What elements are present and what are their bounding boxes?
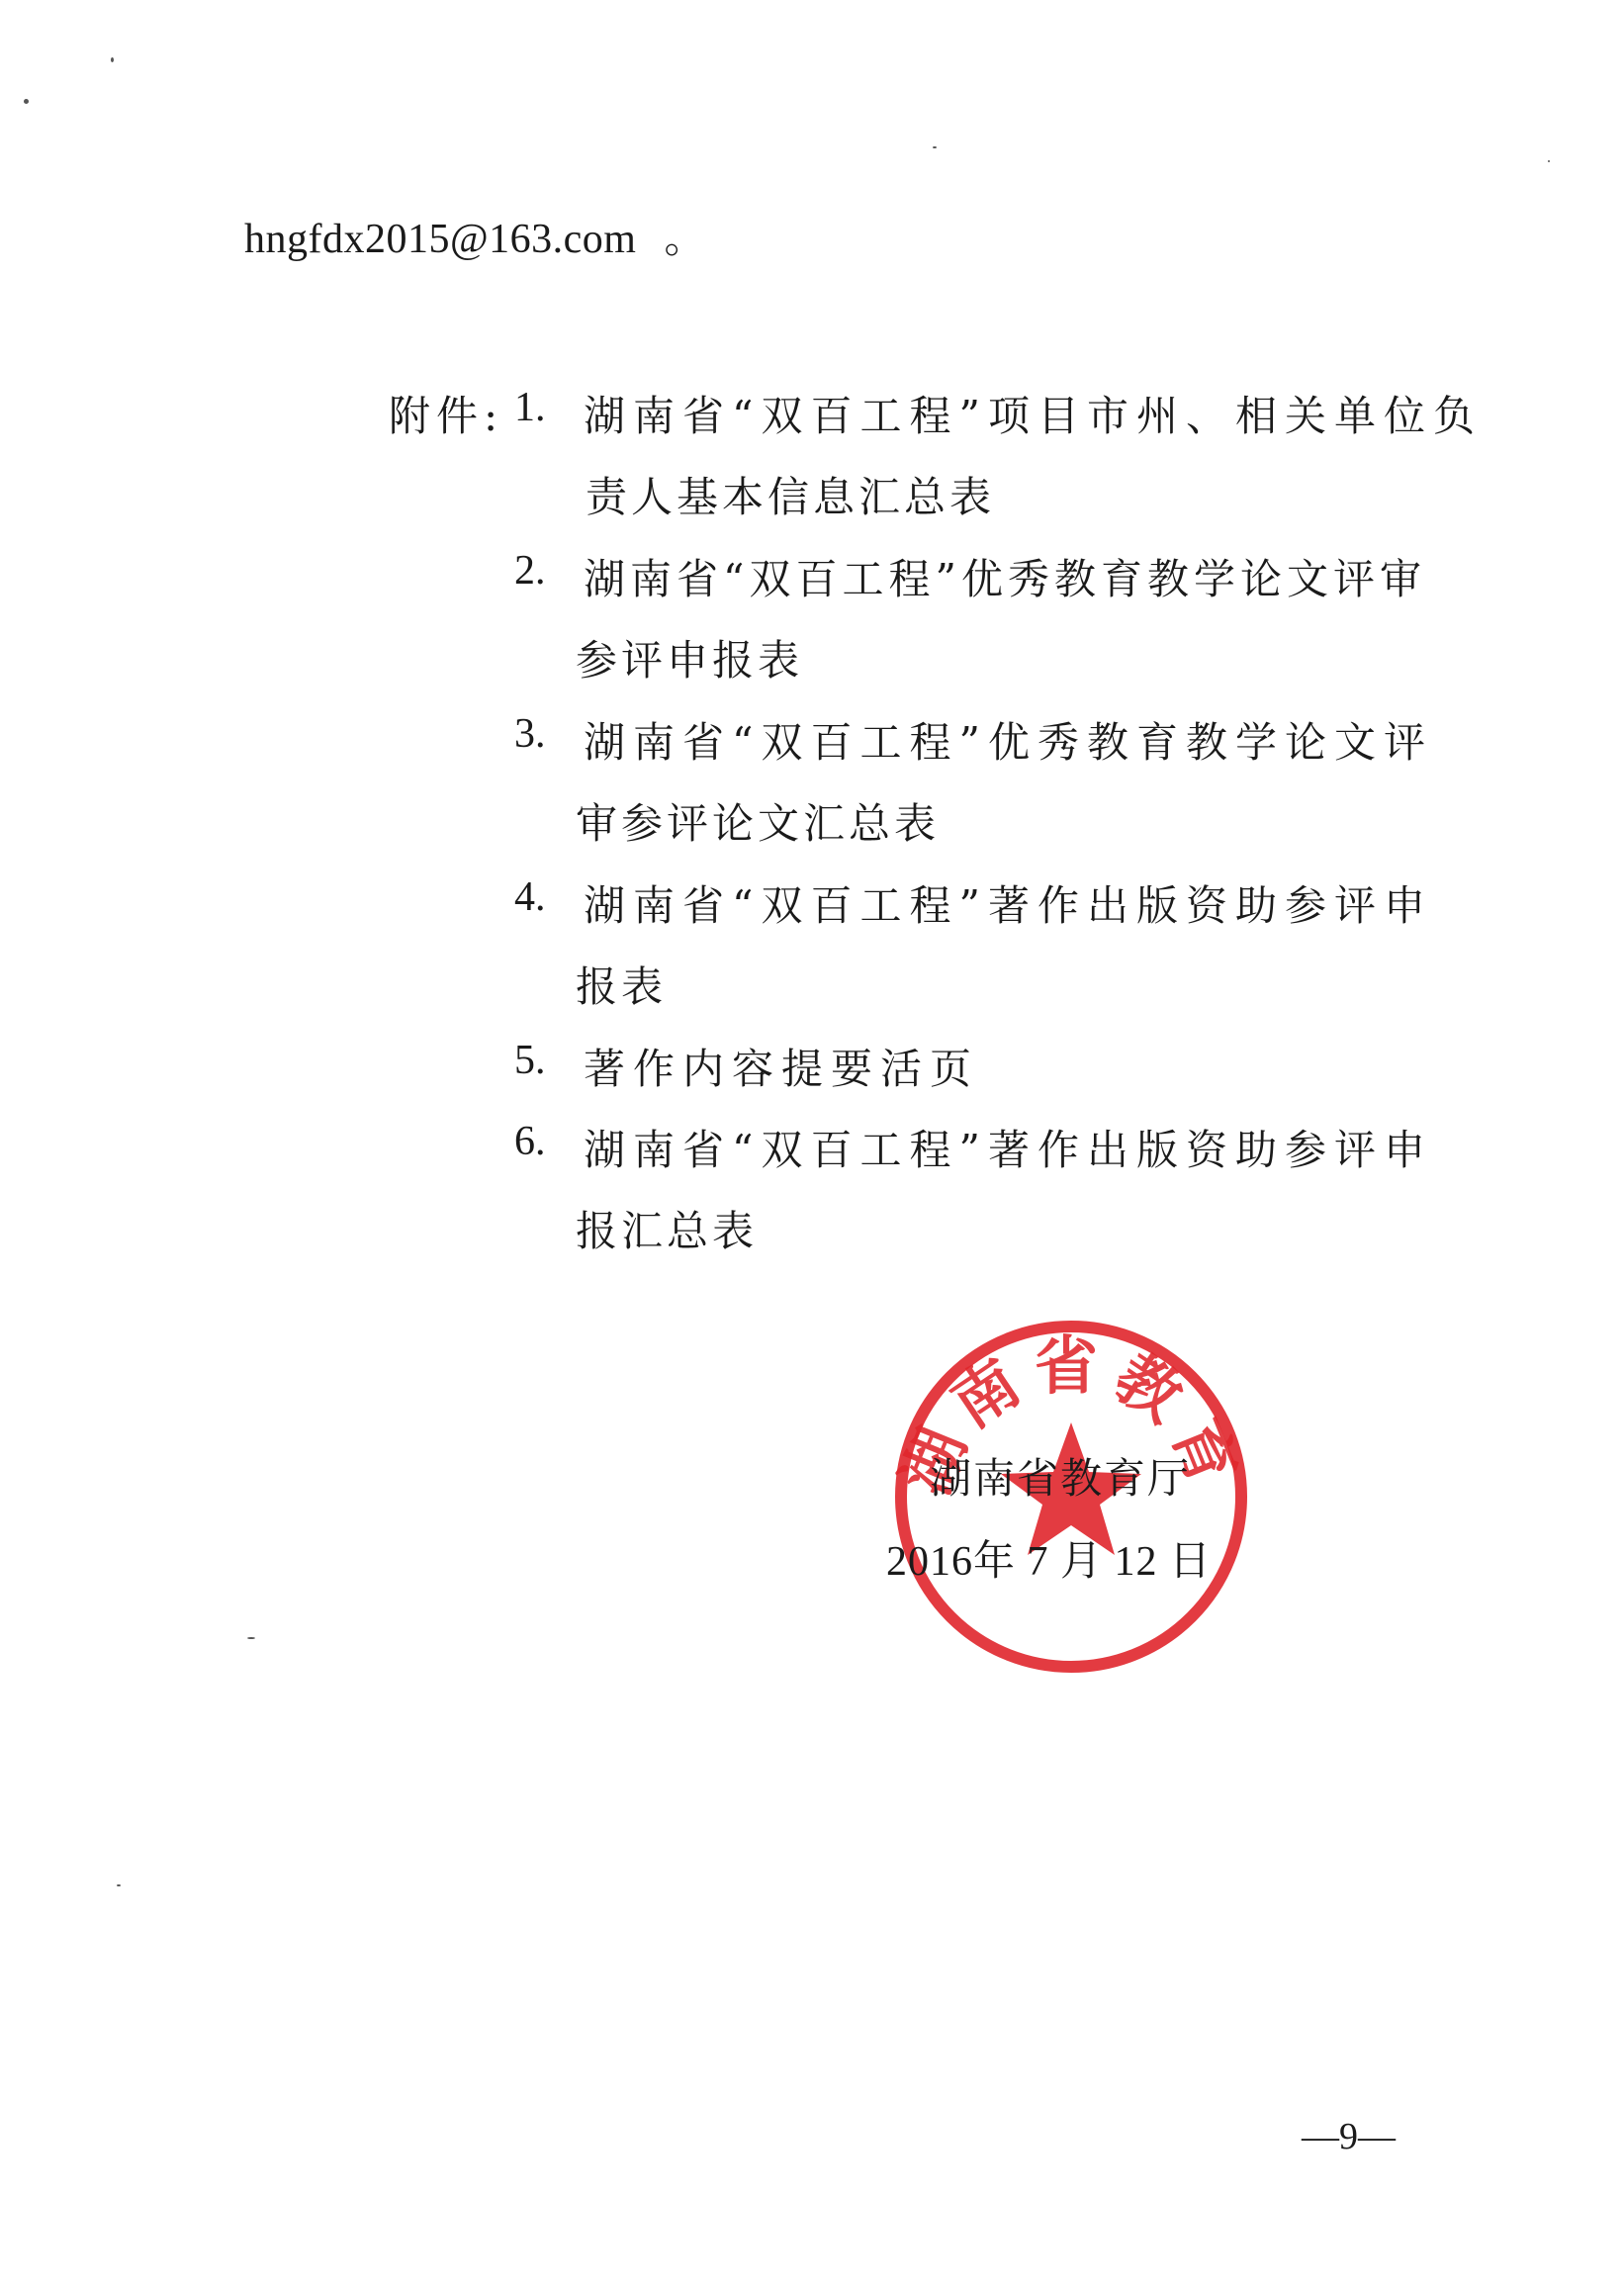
scan-speck [933,146,937,148]
attachment-title-line1: 著作内容提要活页 [584,1045,980,1093]
issue-date: 2016年 7 月 12 日 [886,1539,1213,1585]
attachments-label: 附件: [389,392,504,440]
page-number: —9— [1302,2116,1396,2157]
attachment-title-line2: 责人基本信息汇总表 [586,473,996,521]
attachment-number: 6. [514,1119,546,1164]
attachment-title-line2: 审参评论文汇总表 [576,799,941,848]
attachment-title-line1: 湖南省“双百工程”优秀教育教学论文评 [584,718,1433,767]
sentence-period: 。 [664,217,706,262]
issuer-name: 湖南省教育厅 [930,1454,1192,1503]
svg-text:湖南省教育: 湖南省教育 [889,1330,1253,1506]
attachment-number: 1. [514,385,546,430]
attachment-title-line1: 湖南省“双百工程”著作出版资助参评申 [584,1126,1433,1174]
attachment-title-line1: 湖南省“双百工程”著作出版资助参评申 [584,881,1433,930]
attachment-number: 4. [514,874,546,920]
scan-speck [24,99,29,104]
attachment-title-line2: 参评申报表 [576,636,804,685]
attachment-number: 3. [514,711,546,757]
scan-speck [247,1637,255,1639]
attachment-title-line1: 湖南省“双百工程”优秀教育教学论文评审 [584,555,1426,603]
attachment-number: 2. [514,548,546,594]
attachment-number: 5. [514,1038,546,1083]
attachment-title-line2: 报汇总表 [576,1207,759,1255]
scan-speck [1548,160,1550,162]
email-line [244,206,706,265]
attachment-title-line1: 湖南省“双百工程”项目市州、相关单位负 [584,392,1483,440]
attachment-title-line2: 报表 [576,962,668,1011]
scan-speck [111,57,114,62]
scan-speck [117,1884,121,1886]
contact-email: hngfdx2015@163.com [244,217,637,262]
